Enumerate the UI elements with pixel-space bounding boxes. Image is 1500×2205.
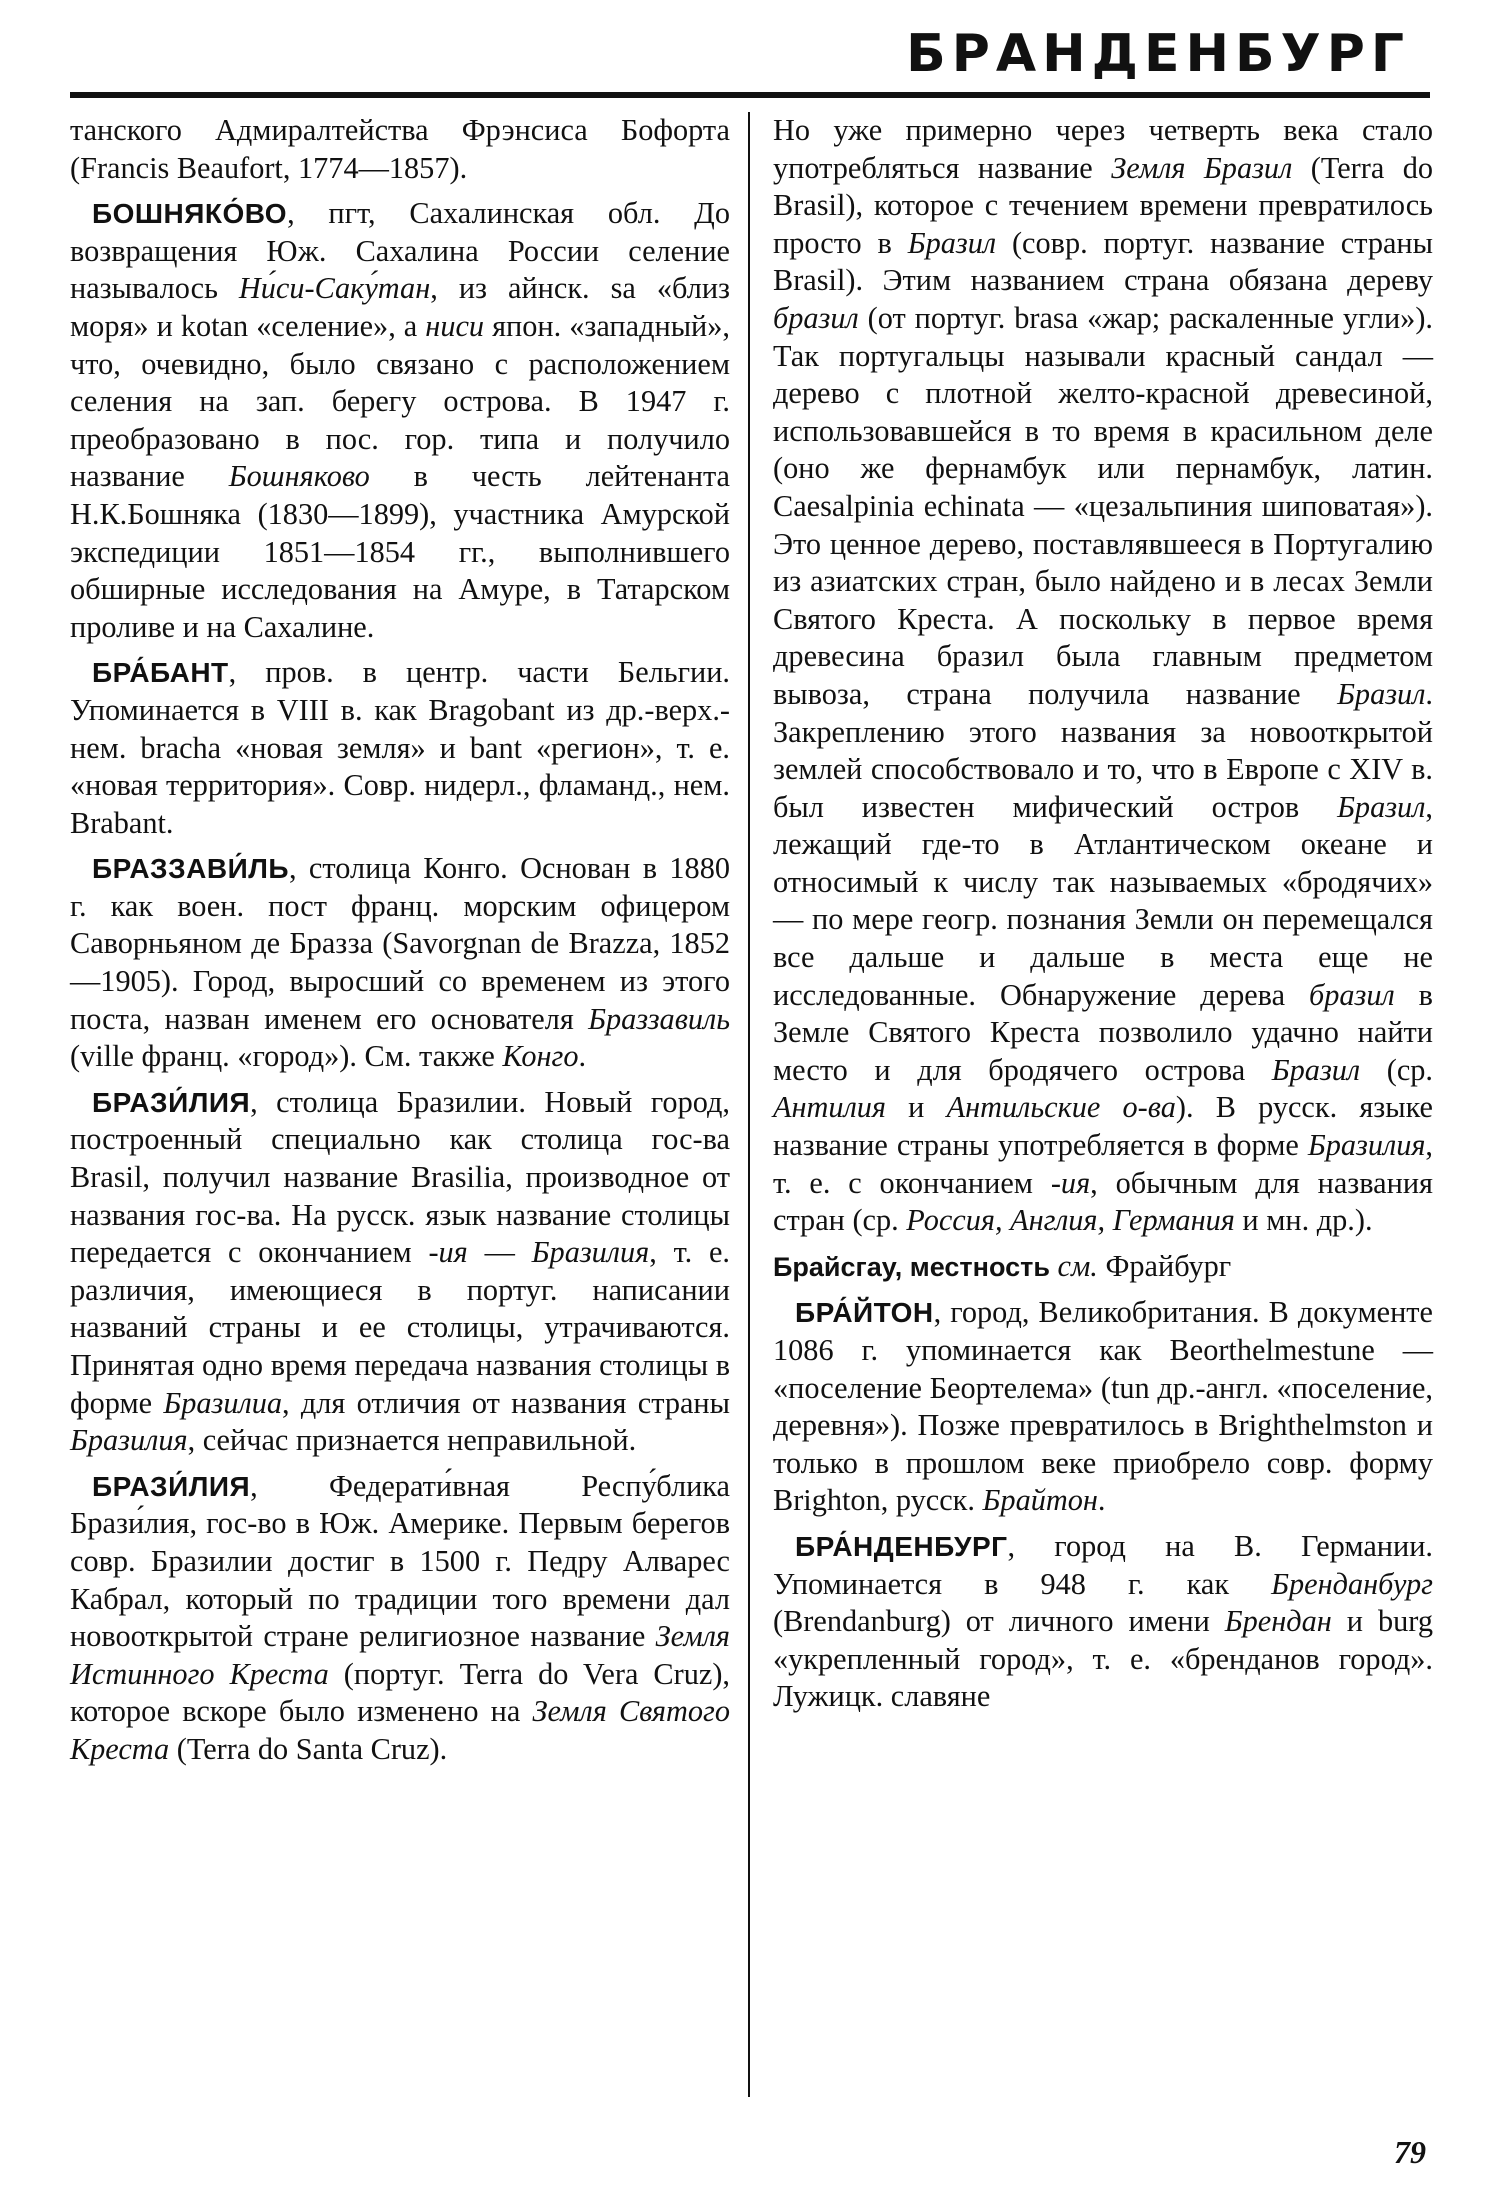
entry-italic: ниси [425, 308, 485, 343]
headword: Брайсгау, местность [773, 1251, 1050, 1282]
entry-italic: бразил [773, 300, 859, 335]
page-number: 79 [1394, 2134, 1426, 2170]
entry-text: , город на В. Германии. Упоминается в 948 г. как [773, 1528, 1433, 1601]
entry-italic: Бразил [1337, 676, 1426, 711]
cross-reference-breisgau [773, 1248, 1433, 1287]
right-column [773, 112, 1433, 1724]
entry-text: . [1097, 1483, 1106, 1518]
entry-italic: Брендан [1224, 1604, 1332, 1639]
entry-text: , город, Великобритания. В документе 1086 г. упоминается как Beorthelmestune — «поселение Беортелема» (tun др.-англ. «поселение, деревня»). Позже превратилось в Brighthelmston и только в прошлом веке приобрело совр. форму Brighton, русск. [773, 1295, 1433, 1518]
entry-text: — [467, 1235, 532, 1270]
entry-text: , из айнск. sa «близ моря» и kotan «селение», а [70, 271, 730, 343]
entry-text: в Земле Святого Креста позволило удачно найти место и для бродячего острова [773, 977, 1433, 1087]
entry-italic: Земля Бразил [1111, 150, 1293, 185]
entry-text: . [578, 1039, 587, 1074]
entry-italic: Земля Истинного Креста [70, 1619, 730, 1691]
entry-text: , пгт, Сахалинская обл. До возвращения Юж. Сахалина России селение называлось [70, 196, 730, 306]
entry-italic: бразил [1309, 977, 1395, 1012]
entry-brazil-country [70, 1468, 730, 1769]
entry-text: (Terra do Santa Cruz). [169, 1731, 448, 1766]
entry-text: , пров. в центр. части Бельгии. Упоминается в VIII в. как Bragobant из др.-верх.-нем. bracha «новая земля» и bant «регион», т. е. «новая территория». Совр. нидерл., фламанд., нем. Brabant. [70, 655, 730, 840]
entry-italic: Бразил [1271, 1052, 1361, 1087]
entry-text: , т. е. с окончанием [773, 1128, 1433, 1200]
entry-brighton [773, 1294, 1433, 1520]
entry-brazzaville [70, 850, 730, 1076]
entry-text: в честь лейтенанта Н.К.Бошняка (1830—1899), участника Амурской экспедиции 1851—1854 гг., выполнившего обширные исследования на Амуре, в Татарском проливе и на Сахалине. [70, 459, 730, 644]
headword: БРАЗЗАВИ́ЛЬ [92, 853, 289, 885]
headword: БРАЗИ́ЛИЯ [92, 1086, 251, 1118]
left-column [70, 112, 730, 1777]
entry-text: (Terra do Brasil), которое с течением времени превратилось просто в [773, 150, 1434, 260]
entry-text: , Федерати́вная Респу́блика Брази́лия, гос-во в Юж. Америке. Первым берегов совр. Бразилии достиг в 1500 г. Педру Алварес Кабрал, который по традиции того времени дал новооткрытой стране религиозное название [70, 1468, 730, 1654]
entry-text: , для отличия от названия страны [282, 1385, 730, 1420]
entry-text: Но уже примерно через четверть века стало употребляться название [773, 113, 1433, 185]
entry-text: , лежащий где-то в Атлантическом океане и относимый к числу так называемых «бродячих» — по мере геогр. познания Земли он перемещался все дальше и дальше в места еще не исследованные. Обнаружение дерева [773, 789, 1433, 1012]
entry-brasilia-capital [70, 1084, 730, 1460]
entry-text: и мн. др.). [1234, 1203, 1373, 1238]
entry-italic: Бразилия [531, 1235, 650, 1270]
entry-text: и burg «укрепленный город», т. е. «бренданов город». Лужицк. славяне [773, 1604, 1433, 1714]
entry-text: ). В русск. языке название страны употребляется в форме [773, 1090, 1433, 1163]
see-label: см. [1049, 1248, 1098, 1283]
entry-brabant [70, 654, 730, 842]
entry-text: , сейчас признается неправильной. [187, 1423, 637, 1458]
entry-italic: Россия, Англия, Германия [906, 1203, 1235, 1238]
entry-text: (Brendanburg) от личного имени [773, 1604, 1225, 1639]
entry-boshnyakovo [70, 195, 730, 646]
headword: БРА́НДЕНБУРГ [795, 1530, 1008, 1562]
entry-italic: Браззавиль [588, 1001, 730, 1036]
headword: БРА́БАНТ [92, 657, 229, 689]
running-header: БРАНДЕНБУРГ [906, 24, 1410, 84]
entry-italic: -ия [428, 1235, 468, 1270]
entry-text: япон. «западный», что, очевидно, было связано с расположением селения на зап. берегу острова. В 1947 г. преобразовано в пос. гор. типа и получило название [70, 308, 730, 494]
entry-text: (совр. португ. название страны Brasil). Этим названием страна обязана дереву [773, 225, 1433, 298]
entry-italic: -ия [1050, 1165, 1091, 1200]
entry-continuation: танского Адмиралтейства Фрэнсиса Бофорта (Francis Beaufort, 1774—1857). [70, 113, 730, 185]
entry-text: , столица Конго. Основан в 1880 г. как воен. пост франц. морским офицером Саворньяном де Бразза (Savorgnan de Brazza, 1852—1905). Город, выросший со временем из этого поста, назван именем его основателя [70, 851, 730, 1036]
entry-text: (от португ. brasa «жар; раскаленные угли»). Так португальцы называли красный сандал — дерево с плотной желто-красной древесиной, использовавшейся в то время в красильном деле (оно же фернамбук или пернамбук, латин. Caesalpinia echinata — «цезальпиния шиповатая»). Это ценное дерево, поставлявшееся в Португалию из азиатских стран, было найдено и в лесах Земли Святого Креста. А поскольку в первое время древесина бразил была главным предметом вывоза, страна получила название [773, 300, 1433, 711]
entry-text: (ville франц. «город»). См. также [70, 1039, 503, 1074]
entry-italic: Бразилия [70, 1423, 188, 1458]
entry-text: . Закреплению этого названия за новооткрытой землей способствовало и то, что в Европе с XIV в. был известен мифический остров [773, 676, 1433, 824]
entry-text: , столица Бразилии. Новый город, построенный специально как столица гос-ва Brasil, получил название Brasilia, производное от названия гос-ва. На русск. язык название столицы передается с окончанием [70, 1084, 730, 1270]
entry-italic: Бренданбург [1271, 1566, 1433, 1601]
entry-italic: Бразилиа [163, 1385, 283, 1420]
headword: БРАЗИ́ЛИЯ [92, 1470, 251, 1502]
reference-target: Фрайбург [1097, 1248, 1232, 1283]
entry-text: (португ. Terra do Vera Cruz), которое вскоре было изменено на [70, 1656, 730, 1729]
entry-text: и [886, 1090, 947, 1125]
entry-italic: Земля Святого Креста [70, 1694, 730, 1766]
column-divider [748, 112, 750, 2097]
entry-text: , т. е. различия, имеющиеся в португ. написании названий страны и ее столицы, утрачиваются. Принятая одно время передача названия столицы в форме [70, 1235, 730, 1420]
entry-italic: Бразил [1337, 789, 1426, 824]
entry-italic: Ни́си-Саку́тан [238, 271, 431, 306]
entry-italic: Антильские о-ва [946, 1090, 1176, 1125]
entry-italic: Бразил [907, 225, 997, 260]
entry-italic: Бразилия [1307, 1128, 1426, 1163]
entry-text: , обычным для названия стран (ср. [773, 1165, 1433, 1238]
headword: БОШНЯКО́ВО [92, 198, 288, 230]
header-rule [70, 92, 1430, 98]
entry-italic: Конго [502, 1039, 579, 1074]
entry-italic: Брайтон [982, 1483, 1098, 1518]
entry-text: (ср. [1360, 1052, 1433, 1087]
entry-italic: Антилия [773, 1090, 887, 1125]
entry-italic: Бошняково [228, 459, 370, 494]
entry-brandenburg [773, 1528, 1433, 1716]
entry-brazil-continuation [773, 112, 1433, 1240]
headword: БРА́ЙТОН [795, 1297, 934, 1329]
